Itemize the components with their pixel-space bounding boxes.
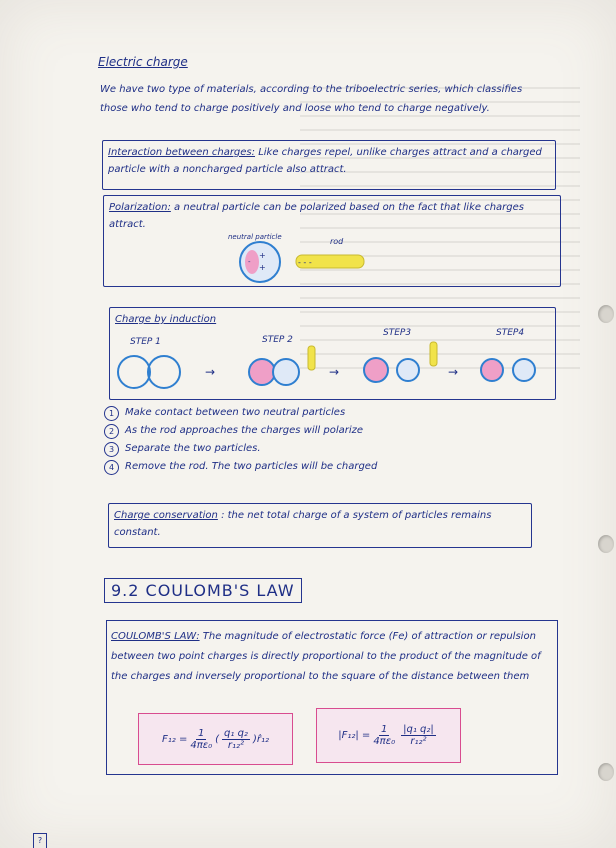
list-text: Remove the rod. The two particles will be charged [125,461,378,472]
svg-text:→: → [205,365,216,379]
list-item [104,422,377,440]
fraction-numerator: |q₁ q₂| [403,724,434,735]
fraction-numerator: q₁ q₂ [224,727,248,739]
list-item [104,458,377,476]
fraction-denominator: 4πε₀ [373,736,396,747]
neutral-particle-label: neutral particle [228,233,282,241]
fraction-numerator: 1 [198,727,205,739]
list-item [104,404,377,422]
list-text: Separate the two particles. [125,443,261,454]
svg-text:+: + [259,263,266,272]
coefficient-fraction [373,724,395,747]
svg-text:-: - [248,258,251,266]
list-number: 4 [104,460,119,475]
list-number: 3 [104,442,119,457]
step-2-label: STEP 2 [262,335,293,345]
svg-text:- - -: - - - [298,258,312,267]
polarization-diagram [230,240,370,285]
list-text: Make contact between two neutral particles [125,407,346,418]
intro-paragraph: We have two type of materials, according to the triboelectric series, which classifies those who tend to charge positively and loose who tend to charge negatively. [100,84,523,114]
step-4-label: STEP4 [496,328,525,338]
unit-vector: r̂₁₂ [256,733,269,745]
interaction-box [102,140,556,190]
list-number: 2 [104,424,119,439]
conservation-label: Charge conservation [114,510,218,521]
section-heading: 9.2 COULOMB'S LAW [104,578,302,603]
binder-hole [598,305,614,323]
induction-steps-list [104,404,377,476]
formula-lhs: F₁₂ = [162,733,188,745]
page-number: ? [33,833,47,848]
step-1-label: STEP 1 [130,337,161,347]
vector-force-formula: F₁₂ = $\frac{1}{\text{4πε₀}}$ ( $\frac{\text{q₁ q₂}}{\text{r₁₂²}}$ ) r̂₁₂ [138,713,293,765]
binder-hole [598,535,614,553]
law-text: The magnitude of electrostatic force (Fe) of attraction or repulsion between two point charges is directly proportional to the product of the magnitude of the charges and inversely proportional to the square of the distance between them [111,631,541,682]
conservation-box [108,503,532,548]
induction-diagram [112,340,552,398]
charge-fraction [401,724,436,747]
interaction-text: Like charges repel, unlike charges attract and a charged particle with a noncharged particle also attract. [108,147,542,175]
svg-text:→: → [329,365,340,379]
fraction-denominator: r₁₂² [227,739,245,751]
formula-lhs: |F₁₂| = [338,730,371,741]
charge-fraction [222,728,250,751]
svg-text:→: → [448,365,459,379]
step-3-label: STEP3 [383,328,412,338]
magnitude-force-formula [316,708,461,763]
conservation-text: : the net total charge of a system of particles remains constant. [114,510,492,538]
page-title: Electric charge [98,55,188,69]
induction-label: Charge by induction [115,314,217,325]
svg-text:+: + [259,251,266,260]
list-text: As the rod approaches the charges will polarize [125,425,364,436]
polarization-text: a neutral particle can be polarized based on the fact that like charges attract. [109,202,524,230]
rod-label: rod [330,237,344,246]
fraction-denominator: r₁₂² [410,736,427,747]
list-item [104,440,377,458]
interaction-label: Interaction between charges: [108,147,256,158]
fraction-denominator: 4πε₀ [190,739,213,751]
coefficient-fraction [190,728,212,751]
fraction-numerator: 1 [381,724,388,735]
law-label: COULOMB'S LAW: [111,631,200,642]
polarization-label: Polarization: [109,202,171,213]
list-number: 1 [104,406,119,421]
binder-hole [598,763,614,781]
